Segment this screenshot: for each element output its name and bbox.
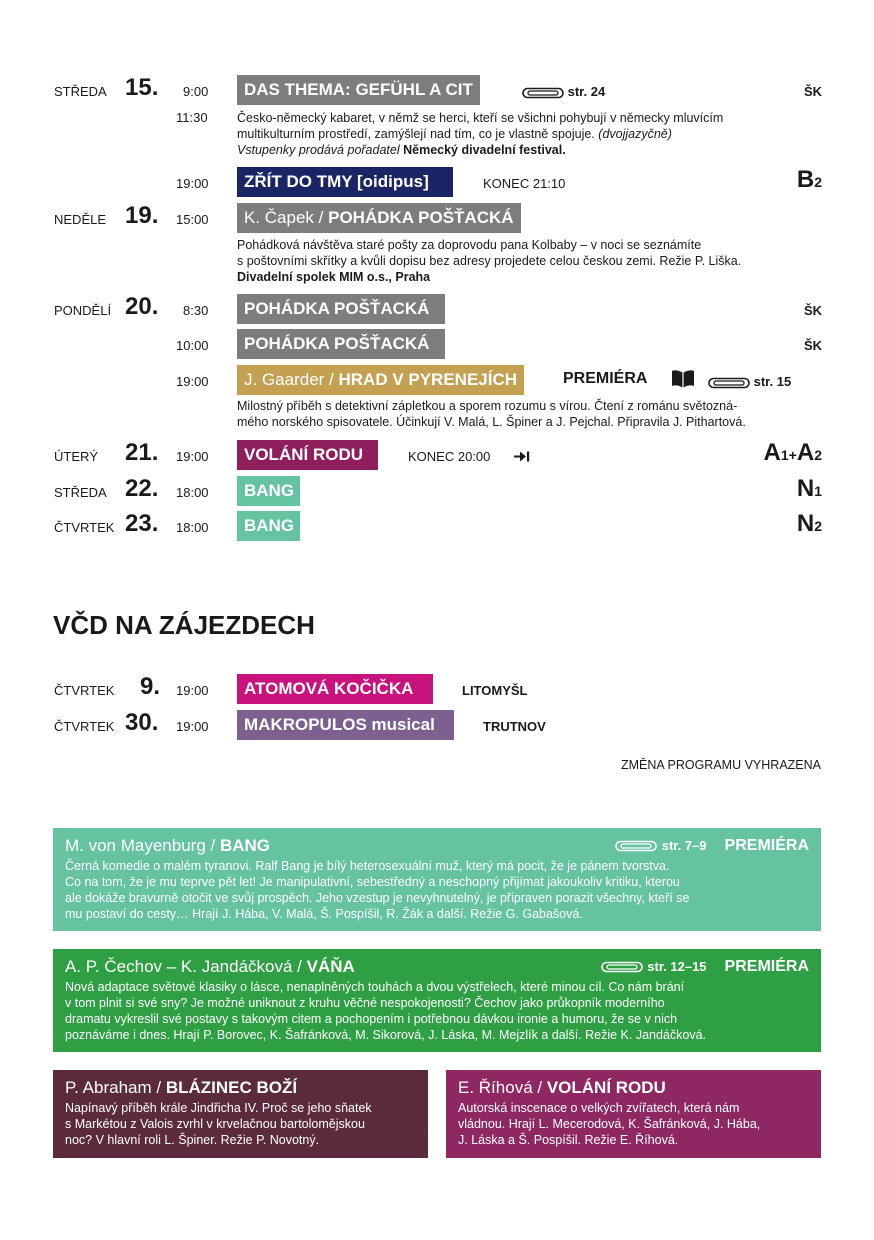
box-text: Autorská inscenace o velkých zvířatech, která nám vládnou. Hrají L. Mecerodová, K. Šafránková, J. Hába, J. Láska a Š. Pospíšil. Režie E. Říhová.	[458, 1101, 761, 1147]
event-title-makropulos[interactable]: MAKROPULOS musical	[237, 710, 454, 740]
premiere-label: PREMIÉRA	[724, 837, 809, 854]
day-number: 20.	[125, 293, 159, 320]
stage-code: A1+A2	[763, 439, 822, 466]
box-text: Napínavý příběh krále Jindřicha IV. Proč se jeho sňatek s Markétou z Valois zvrhl v krvelačnou bartolomějskou noc? V hlavní roli L. Špiner. Režie P. Novotný.	[65, 1101, 372, 1147]
section-heading: VČD NA ZÁJEZDECH	[53, 610, 315, 640]
desc-line: s poštovními skřítky a kvůli dopisu bez adresy projedete celou českou zemi. Režie P. Liška.	[237, 254, 742, 268]
event-time: 9:00	[183, 84, 209, 99]
desc-line: Divadelní spolek MIM o.s., Praha	[237, 270, 431, 284]
day-label: ČTVRTEK	[54, 719, 115, 734]
event-time: 18:00	[176, 520, 209, 535]
box-title: E. Říhová / VOLÁNÍ RODU	[458, 1078, 666, 1097]
end-time: KONEC 20:00	[408, 449, 491, 464]
premiere-label: PREMIÉRA	[563, 370, 648, 387]
stage-code: N1	[796, 475, 822, 502]
box-title: A. P. Čechov – K. Jandáčková / VÁŇA	[65, 957, 355, 976]
event-time: 19:00	[176, 683, 209, 698]
box-title: M. von Mayenburg / BANG	[65, 836, 271, 855]
paperclip-icon	[615, 840, 657, 852]
desc-line: multikulturním prostředí, zamýšlejí nad tím, co je vlastně spojuje. (dvojjazyčně)	[237, 127, 672, 141]
event-title-zrit-do-tmy[interactable]: ZŘÍT DO TMY [oidipus]	[237, 167, 453, 197]
desc-line: Pohádková návštěva staré pošty za doprovodu pana Kolbaby – v noci se seznámíte	[237, 238, 702, 252]
desc-line: mého norského spisovatele. Účinkují V. Malá, L. Špiner a J. Pejchal. Připravila J. Pithartová.	[237, 415, 746, 429]
event-title-pohadka-postacka[interactable]: POHÁDKA POŠŤACKÁ	[237, 294, 445, 324]
event-time: 19:00	[176, 719, 209, 734]
info-box-blazinec-bozi	[53, 1070, 428, 1158]
event-time: 11:30	[176, 110, 208, 125]
paperclip-icon	[601, 961, 643, 973]
day-label: PONDĚLÍ	[54, 303, 112, 318]
day-label: STŘEDA	[54, 84, 107, 99]
day-label: NEDĚLE	[54, 212, 107, 227]
box-text: Nová adaptace světové klasiky o lásce, nenaplněných touhách a dvou výstřelech, které minou cíl. Co nám brání v tom plnit si své sny? Je možné uniknout z kruhu věčné nespokojenosti? Čechov jako průkopník moderního dramatu vykreslil své postavy s takovým citem a pochopením i potřebnou dávkou ironie a humoru, že se v nich poznáváme i dnes. Hrají P. Borovec, K. Šafránková, M. Sikorová, J. Láska, M. Mejzlík a další. Režie K. Jandáčková.	[65, 980, 707, 1042]
event-time: 15:00	[176, 212, 209, 227]
event-title-hrad-v-pyrenejich[interactable]: J. Gaarder / HRAD V PYRENEJÍCH	[237, 365, 524, 395]
event-time: 10:00	[176, 338, 209, 353]
box-text: Černá komedie o malém tyranovi. Ralf Bang je bílý heterosexuální muž, který má pocit, že je pánem tvorstva. Co na tom, že je mu teprve pět let! Je manipulativní, sebestředný a neschopný přijímat jakoukoliv kritiku, kterou ale dokáže bravurně otočit ve svůj prospěch. Jeho vzestup je nevyhnutelný, je připraven porazit všechny, kteří se mu postaví do cesty… Hrají J. Hába, V. Malá, Š. Pospíšil, R. Žák a další. Režie G. Gabašová.	[65, 859, 690, 921]
end-time: KONEC 21:10	[483, 176, 566, 191]
program-note: ZMĚNA PROGRAMU VYHRAZENA	[620, 758, 821, 772]
skip-forward-icon	[513, 450, 531, 463]
page-ref-label: str. 15	[753, 374, 792, 389]
event-time: 18:00	[176, 485, 209, 500]
page-ref	[708, 374, 791, 389]
event-title-pohadka-postacka[interactable]: K. Čapek / POHÁDKA POŠŤACKÁ	[237, 203, 521, 233]
event-time: 19:00	[176, 176, 209, 191]
desc-line: Česko-německý kabaret, v němž se herci, kteří se všichni pohybují v německy mluvícím	[237, 111, 724, 125]
event-description	[237, 110, 723, 158]
day-number: 19.	[125, 202, 159, 229]
day-number: 30.	[125, 709, 159, 736]
event-title-bang[interactable]: BANG	[237, 511, 300, 541]
event-title-pohadka-postacka[interactable]: POHÁDKA POŠŤACKÁ	[237, 329, 445, 359]
desc-line: Vstupenky prodává pořadatel Německý divadelní festival.	[237, 143, 566, 157]
page-ref-label: str. 7–9	[661, 838, 707, 853]
info-box-volani-rodu	[446, 1070, 821, 1158]
day-number: 23.	[125, 510, 159, 537]
event-time: 19:00	[176, 449, 209, 464]
day-number: 21.	[125, 439, 159, 466]
audience-code: ŠK	[803, 303, 822, 318]
paperclip-icon	[522, 87, 564, 99]
day-number: 9.	[140, 673, 161, 700]
event-description	[237, 398, 746, 430]
book-icon	[671, 369, 695, 389]
page-ref	[522, 84, 605, 99]
page-ref-label: str. 12–15	[647, 959, 707, 974]
box-meta	[601, 955, 809, 979]
stage-code: N2	[796, 510, 822, 537]
audience-code: ŠK	[803, 338, 822, 353]
day-label: STŘEDA	[54, 485, 107, 500]
day-number: 22.	[125, 475, 159, 502]
box-meta	[615, 834, 809, 858]
audience-code: ŠK	[803, 84, 822, 99]
desc-line: Milostný příběh s detektivní zápletkou a sporem rozumu s vírou. Čtení z románu světozná-	[237, 399, 738, 413]
event-title-volani-rodu[interactable]: VOLÁNÍ RODU	[237, 440, 378, 470]
day-label: ČTVRTEK	[54, 520, 115, 535]
day-number: 15.	[125, 74, 159, 101]
event-title-atomova-kocicka[interactable]: ATOMOVÁ KOČIČKA	[237, 674, 433, 704]
page-ref-label: str. 24	[567, 84, 606, 99]
stage-code: B2	[796, 166, 822, 193]
tour-place: LITOMYŠL	[462, 683, 528, 698]
box-title: P. Abraham / BLÁZINEC BOŽÍ	[65, 1078, 298, 1097]
info-box-bang	[53, 828, 821, 931]
event-title-bang[interactable]: BANG	[237, 476, 300, 506]
day-label: ČTVRTEK	[54, 683, 115, 698]
day-label: ÚTERÝ	[54, 449, 99, 464]
event-title-das-thema[interactable]: DAS THEMA: GEFÜHL A CIT	[237, 75, 480, 105]
info-box-vana	[53, 949, 821, 1052]
event-description	[237, 237, 741, 285]
event-time: 19:00	[176, 374, 209, 389]
tour-place: TRUTNOV	[483, 719, 546, 734]
paperclip-icon	[708, 377, 750, 389]
event-time: 8:30	[183, 303, 209, 318]
premiere-label: PREMIÉRA	[724, 958, 809, 975]
